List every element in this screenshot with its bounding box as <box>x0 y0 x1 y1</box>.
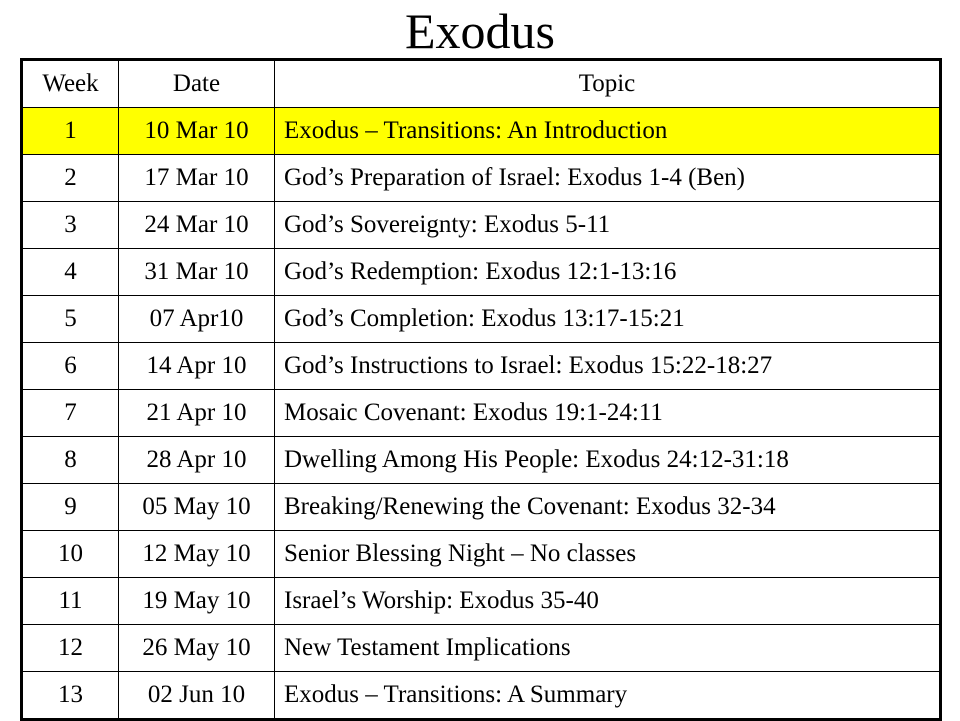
date-cell: 02 Jun 10 <box>119 672 275 720</box>
topic-cell: God’s Sovereignty: Exodus 5-11 <box>275 202 941 249</box>
table-row <box>22 672 941 720</box>
date-cell: 24 Mar 10 <box>119 202 275 249</box>
week-cell: 8 <box>22 437 119 484</box>
table-row <box>22 625 941 672</box>
date-cell: 26 May 10 <box>119 625 275 672</box>
table-row-highlighted <box>22 108 941 155</box>
table-row <box>22 437 941 484</box>
week-cell: 13 <box>22 672 119 720</box>
topic-cell: God’s Redemption: Exodus 12:1-13:16 <box>275 249 941 296</box>
date-cell: 21 Apr 10 <box>119 390 275 437</box>
week-cell: 1 <box>22 108 119 155</box>
week-cell: 4 <box>22 249 119 296</box>
topic-cell: Dwelling Among His People: Exodus 24:12-31:18 <box>275 437 941 484</box>
topic-cell: Mosaic Covenant: Exodus 19:1-24:11 <box>275 390 941 437</box>
schedule-table <box>20 58 942 721</box>
slide-title: Exodus <box>405 3 555 59</box>
table-row <box>22 531 941 578</box>
table-row <box>22 155 941 202</box>
date-cell: 14 Apr 10 <box>119 343 275 390</box>
week-cell: 9 <box>22 484 119 531</box>
date-cell: 05 May 10 <box>119 484 275 531</box>
date-column-header: Date <box>119 60 275 108</box>
week-cell: 2 <box>22 155 119 202</box>
topic-cell: New Testament Implications <box>275 625 941 672</box>
week-cell: 6 <box>22 343 119 390</box>
table-row <box>22 343 941 390</box>
topic-cell: God’s Instructions to Israel: Exodus 15:22-18:27 <box>275 343 941 390</box>
topic-column-header: Topic <box>275 60 941 108</box>
topic-cell: God’s Completion: Exodus 13:17-15:21 <box>275 296 941 343</box>
table-row <box>22 578 941 625</box>
date-cell: 28 Apr 10 <box>119 437 275 484</box>
week-column-header: Week <box>22 60 119 108</box>
topic-cell: Exodus – Transitions: A Summary <box>275 672 941 720</box>
topic-cell: Israel’s Worship: Exodus 35-40 <box>275 578 941 625</box>
date-cell: 31 Mar 10 <box>119 249 275 296</box>
table-row <box>22 202 941 249</box>
week-cell: 12 <box>22 625 119 672</box>
table-header-row <box>22 60 941 108</box>
week-cell: 5 <box>22 296 119 343</box>
date-cell: 10 Mar 10 <box>119 108 275 155</box>
week-cell: 3 <box>22 202 119 249</box>
date-cell: 07 Apr10 <box>119 296 275 343</box>
date-cell: 17 Mar 10 <box>119 155 275 202</box>
table-row <box>22 249 941 296</box>
week-cell: 10 <box>22 531 119 578</box>
topic-cell: God’s Preparation of Israel: Exodus 1-4 (Ben) <box>275 155 941 202</box>
date-cell: 12 May 10 <box>119 531 275 578</box>
topic-cell: Senior Blessing Night – No classes <box>275 531 941 578</box>
topic-cell: Exodus – Transitions: An Introduction <box>275 108 941 155</box>
topic-cell: Breaking/Renewing the Covenant: Exodus 32-34 <box>275 484 941 531</box>
week-cell: 11 <box>22 578 119 625</box>
date-cell: 19 May 10 <box>119 578 275 625</box>
table-row <box>22 390 941 437</box>
table-row <box>22 296 941 343</box>
table-row <box>22 484 941 531</box>
week-cell: 7 <box>22 390 119 437</box>
